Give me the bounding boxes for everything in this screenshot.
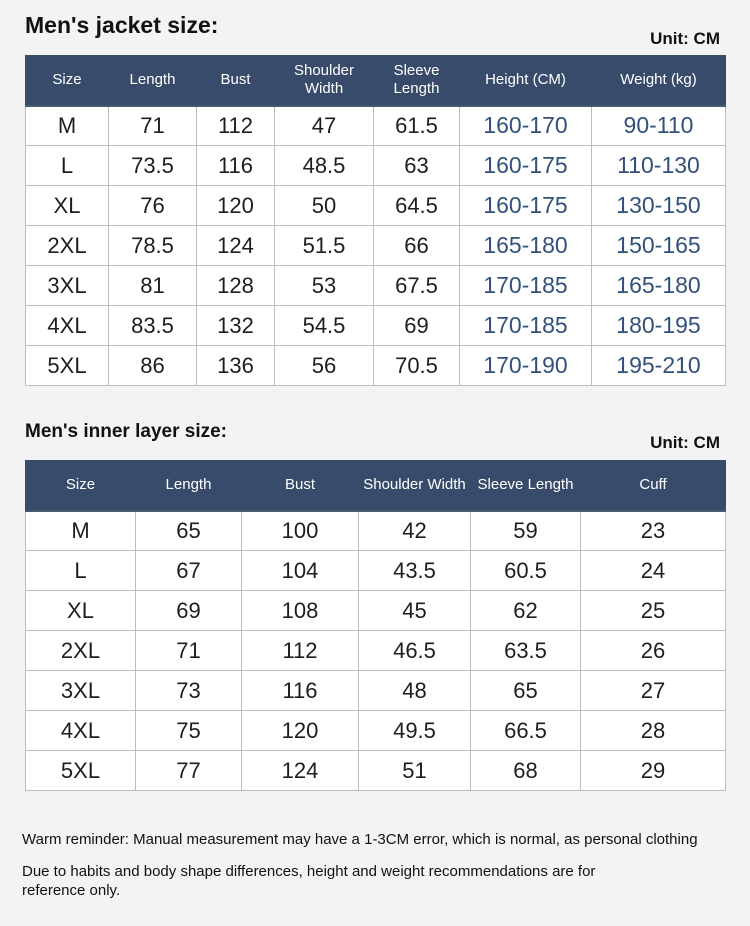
cell-bust: 100 bbox=[242, 511, 359, 551]
cell-length: 78.5 bbox=[109, 226, 197, 266]
inner-size-title: Men's inner layer size: bbox=[25, 421, 227, 442]
cell-size: 3XL bbox=[26, 266, 109, 306]
inner-size-table bbox=[25, 460, 726, 791]
cell-size: 2XL bbox=[26, 226, 109, 266]
cell-size: M bbox=[26, 106, 109, 146]
col-header-length: Length bbox=[109, 56, 197, 106]
table-row bbox=[26, 631, 726, 671]
cell-size: 5XL bbox=[26, 751, 136, 791]
table-row bbox=[26, 591, 726, 631]
cell-bust: 116 bbox=[197, 146, 275, 186]
table-row bbox=[26, 306, 726, 346]
reference-note: Due to habits and body shape differences, height and weight recommendations are for reference only. bbox=[22, 863, 596, 899]
table-row bbox=[26, 671, 726, 711]
table-row bbox=[26, 186, 726, 226]
cell-shoulder-width: 47 bbox=[275, 106, 374, 146]
cell-shoulder-width: 42 bbox=[359, 511, 471, 551]
table-row bbox=[26, 551, 726, 591]
cell-cuff: 29 bbox=[581, 751, 726, 791]
col-header-shoulder-width: Shoulder Width bbox=[359, 461, 471, 511]
col-header-length: Length bbox=[136, 461, 242, 511]
cell-size: XL bbox=[26, 591, 136, 631]
cell-length: 75 bbox=[136, 711, 242, 751]
cell-shoulder-width: 45 bbox=[359, 591, 471, 631]
cell-bust: 108 bbox=[242, 591, 359, 631]
cell-weight: 195-210 bbox=[592, 346, 726, 386]
cell-height: 170-185 bbox=[460, 306, 592, 346]
cell-shoulder-width: 51 bbox=[359, 751, 471, 791]
col-header-bust: Bust bbox=[242, 461, 359, 511]
col-header-size: Size bbox=[26, 56, 109, 106]
cell-length: 71 bbox=[136, 631, 242, 671]
cell-weight: 180-195 bbox=[592, 306, 726, 346]
cell-bust: 128 bbox=[197, 266, 275, 306]
cell-shoulder-width: 48.5 bbox=[275, 146, 374, 186]
cell-sleeve-length: 69 bbox=[374, 306, 460, 346]
table-row bbox=[26, 751, 726, 791]
cell-size: M bbox=[26, 511, 136, 551]
cell-sleeve-length: 66 bbox=[374, 226, 460, 266]
table-row bbox=[26, 266, 726, 306]
jacket-size-title: Men's jacket size: bbox=[25, 12, 219, 38]
table-row bbox=[26, 511, 726, 551]
cell-size: 3XL bbox=[26, 671, 136, 711]
cell-cuff: 27 bbox=[581, 671, 726, 711]
cell-length: 71 bbox=[109, 106, 197, 146]
cell-bust: 124 bbox=[242, 751, 359, 791]
cell-sleeve-length: 63 bbox=[374, 146, 460, 186]
cell-cuff: 25 bbox=[581, 591, 726, 631]
cell-length: 65 bbox=[136, 511, 242, 551]
cell-bust: 112 bbox=[197, 106, 275, 146]
cell-height: 160-175 bbox=[460, 186, 592, 226]
cell-size: 4XL bbox=[26, 306, 109, 346]
cell-sleeve-length: 60.5 bbox=[471, 551, 581, 591]
cell-length: 73 bbox=[136, 671, 242, 711]
cell-cuff: 23 bbox=[581, 511, 726, 551]
cell-cuff: 28 bbox=[581, 711, 726, 751]
cell-length: 69 bbox=[136, 591, 242, 631]
cell-sleeve-length: 68 bbox=[471, 751, 581, 791]
cell-bust: 104 bbox=[242, 551, 359, 591]
cell-sleeve-length: 66.5 bbox=[471, 711, 581, 751]
cell-length: 83.5 bbox=[109, 306, 197, 346]
inner-unit-label: Unit: CM bbox=[650, 433, 720, 452]
cell-sleeve-length: 65 bbox=[471, 671, 581, 711]
cell-bust: 132 bbox=[197, 306, 275, 346]
cell-shoulder-width: 50 bbox=[275, 186, 374, 226]
cell-sleeve-length: 62 bbox=[471, 591, 581, 631]
col-header-cuff: Cuff bbox=[581, 461, 726, 511]
cell-height: 160-170 bbox=[460, 106, 592, 146]
table-row bbox=[26, 146, 726, 186]
cell-length: 77 bbox=[136, 751, 242, 791]
cell-size: 5XL bbox=[26, 346, 109, 386]
col-header-weight: Weight (kg) bbox=[592, 56, 726, 106]
cell-shoulder-width: 43.5 bbox=[359, 551, 471, 591]
table-row bbox=[26, 106, 726, 146]
cell-length: 86 bbox=[109, 346, 197, 386]
cell-length: 81 bbox=[109, 266, 197, 306]
cell-weight: 150-165 bbox=[592, 226, 726, 266]
cell-shoulder-width: 51.5 bbox=[275, 226, 374, 266]
jacket-header-row bbox=[26, 56, 726, 106]
jacket-unit-label: Unit: CM bbox=[650, 29, 720, 48]
cell-sleeve-length: 70.5 bbox=[374, 346, 460, 386]
table-row bbox=[26, 226, 726, 266]
col-header-size: Size bbox=[26, 461, 136, 511]
cell-size: XL bbox=[26, 186, 109, 226]
cell-weight: 110-130 bbox=[592, 146, 726, 186]
cell-height: 170-185 bbox=[460, 266, 592, 306]
cell-size: 2XL bbox=[26, 631, 136, 671]
col-header-bust: Bust bbox=[197, 56, 275, 106]
jacket-size-table bbox=[25, 55, 726, 386]
cell-bust: 136 bbox=[197, 346, 275, 386]
cell-weight: 165-180 bbox=[592, 266, 726, 306]
cell-shoulder-width: 46.5 bbox=[359, 631, 471, 671]
inner-header-row bbox=[26, 461, 726, 511]
cell-shoulder-width: 54.5 bbox=[275, 306, 374, 346]
col-header-sleeve-length: Sleeve Length bbox=[471, 461, 581, 511]
cell-bust: 116 bbox=[242, 671, 359, 711]
cell-size: L bbox=[26, 146, 109, 186]
table-row bbox=[26, 711, 726, 751]
cell-sleeve-length: 61.5 bbox=[374, 106, 460, 146]
cell-length: 67 bbox=[136, 551, 242, 591]
cell-weight: 130-150 bbox=[592, 186, 726, 226]
cell-sleeve-length: 63.5 bbox=[471, 631, 581, 671]
table-row bbox=[26, 346, 726, 386]
cell-length: 73.5 bbox=[109, 146, 197, 186]
cell-shoulder-width: 48 bbox=[359, 671, 471, 711]
cell-cuff: 26 bbox=[581, 631, 726, 671]
cell-sleeve-length: 64.5 bbox=[374, 186, 460, 226]
col-header-height: Height (CM) bbox=[460, 56, 592, 106]
col-header-shoulder-width: Shoulder Width bbox=[275, 56, 374, 106]
cell-bust: 120 bbox=[242, 711, 359, 751]
cell-height: 160-175 bbox=[460, 146, 592, 186]
cell-shoulder-width: 49.5 bbox=[359, 711, 471, 751]
cell-shoulder-width: 56 bbox=[275, 346, 374, 386]
col-header-sleeve-length: Sleeve Length bbox=[374, 56, 460, 106]
cell-sleeve-length: 67.5 bbox=[374, 266, 460, 306]
cell-size: L bbox=[26, 551, 136, 591]
cell-height: 165-180 bbox=[460, 226, 592, 266]
cell-bust: 112 bbox=[242, 631, 359, 671]
cell-weight: 90-110 bbox=[592, 106, 726, 146]
cell-bust: 120 bbox=[197, 186, 275, 226]
cell-height: 170-190 bbox=[460, 346, 592, 386]
cell-cuff: 24 bbox=[581, 551, 726, 591]
warm-reminder-note: Warm reminder: Manual measurement may have a 1-3CM error, which is normal, as personal clothing bbox=[22, 831, 698, 848]
cell-shoulder-width: 53 bbox=[275, 266, 374, 306]
cell-size: 4XL bbox=[26, 711, 136, 751]
cell-bust: 124 bbox=[197, 226, 275, 266]
cell-length: 76 bbox=[109, 186, 197, 226]
cell-sleeve-length: 59 bbox=[471, 511, 581, 551]
